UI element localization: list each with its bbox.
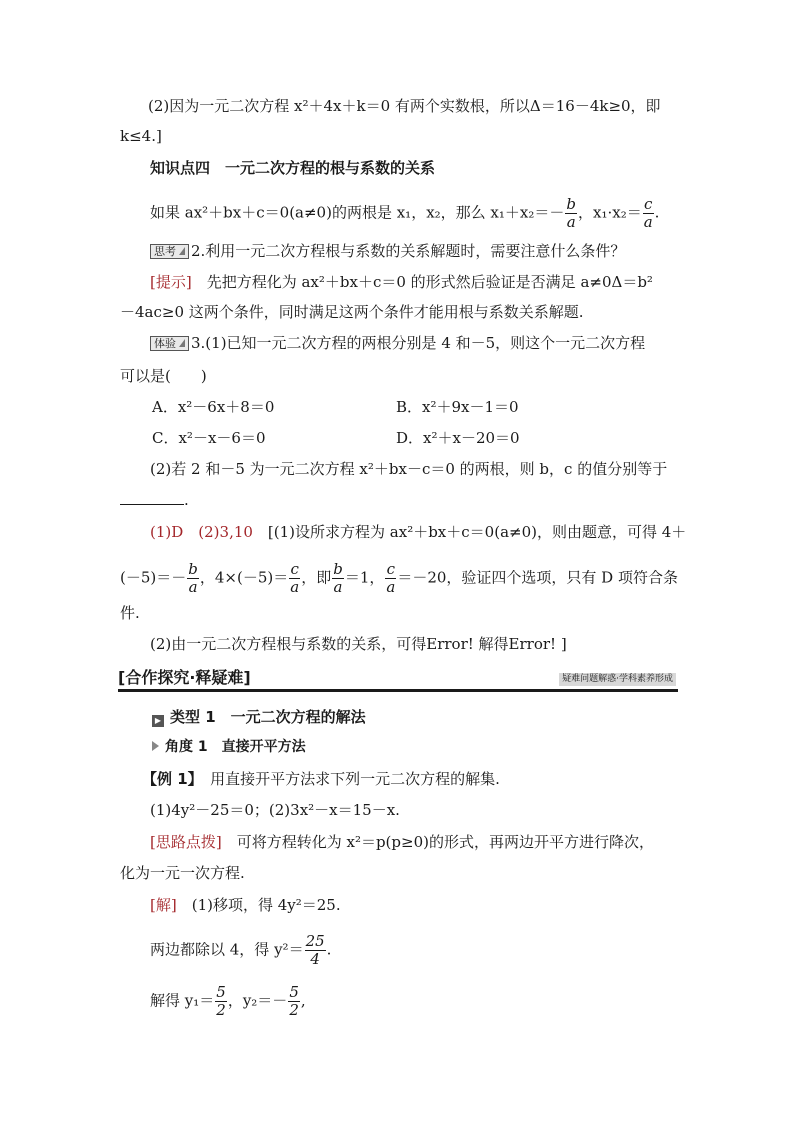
question-2-line-2: . (120, 490, 189, 510)
idea-line-1: [思路点拨] 可将方程转化为 x²＝p(p≥0)的形式，再两边开平方进行降次， (150, 833, 654, 851)
vieta-text: 如果 ax²＋bx＋c＝0(a≠0)的两根是 x₁，x₂，那么 x₁＋x₂＝－ (150, 203, 565, 222)
experience-tag: 体验 (150, 336, 189, 351)
vieta-formula: 如果 ax²＋bx＋c＝0(a≠0)的两根是 x₁，x₂，那么 x₁＋x₂＝－ $\frac{b}{a}$ ，x₁·x₂＝ $\frac{c}{a}$ . (150, 195, 660, 231)
option-d: D．x²＋x－20＝0 (396, 429, 520, 447)
section-subtitle: 疑难问题解惑·学科素养形成 (559, 673, 676, 686)
fraction-c-over-a: $\frac{c}{a}$ (290, 560, 300, 596)
think-tag: 思考 (150, 244, 189, 259)
option-b: B．x²＋9x－1＝0 (396, 398, 519, 416)
experience-line-2: 可以是( ) (120, 367, 207, 385)
hint-line-2: －4ac≥0 这两个条件，同时满足这两个条件才能用根与系数关系解题. (120, 303, 584, 321)
section-header (118, 665, 678, 692)
solution-line-1: [解] (1)移项，得 4y²＝25. (150, 896, 341, 914)
think-question (150, 241, 625, 261)
angle-1-heading: 角度 1 直接开平方法 (152, 737, 306, 757)
answer-key: (1)D (2)3,10 (150, 523, 253, 541)
think-text: 2.利用一元二次方程根与系数的关系解题时，需要注意什么条件？ (191, 242, 626, 260)
answer-line-4: (2)由一元二次方程根与系数的关系，可得Error! 解得Error! ] (150, 635, 567, 653)
answer-line-2: (－5)＝－ $\frac{b}{a}$ ，4×(－5)＝ $\frac{c}{a}$ ，即 $\frac{b}{a}$ ＝1， $\frac{c}{a}$ ＝－20，验证四个选项，只有 D 项符合条 (120, 560, 678, 596)
play-icon: ▶ (152, 715, 164, 727)
solution-line-2: 两边都除以 4，得 y²＝ $\frac{25}{4}$ . (150, 932, 332, 968)
answer-line-3: 件. (120, 604, 140, 622)
fraction-c-over-a: $\frac{c}{a}$ (386, 560, 396, 596)
vieta-text-2: ，x₁·x₂＝ (578, 203, 642, 222)
fraction-5-over-2: $\frac{5}{2}$ (216, 983, 226, 1019)
fraction-c-over-a: $\frac{c}{a}$ (643, 195, 653, 231)
hint-line-1 (150, 272, 653, 292)
line-2: k≤4.] (120, 127, 162, 145)
example-1 (142, 769, 500, 789)
hint-tag: [提示] (150, 273, 192, 291)
fraction-b-over-a: $\frac{b}{a}$ (566, 195, 576, 231)
answer-blank (120, 490, 184, 505)
experience-text: 3.(1)已知一元二次方程的两根分别是 4 和－5，则这个一元二次方程 (191, 334, 646, 352)
question-2-line-1: (2)若 2 和－5 为一元二次方程 x²＋bx－c＝0 的两根，则 b，c 的值分别等于 (150, 460, 668, 478)
option-c: C．x²－x－6＝0 (152, 429, 266, 447)
idea-tag: [思路点拨] (150, 833, 222, 851)
section-title: [合作探究·释疑难] (118, 668, 251, 687)
experience-question (150, 333, 645, 353)
fraction-25-over-4: $\frac{25}{4}$ (305, 932, 325, 968)
hint-text: 先把方程化为 ax²＋bx＋c＝0 的形式然后验证是否满足 a≠0Δ＝b² (191, 273, 653, 291)
fraction-5-over-2: $\frac{5}{2}$ (289, 983, 299, 1019)
answer-text: [(1)设所求方程为 ax²＋bx＋c＝0(a≠0)，则由题意，可得 4＋ (252, 523, 687, 541)
triangle-icon (152, 741, 159, 751)
example-text: 用直接开平方法求下列一元二次方程的解集. (195, 770, 500, 788)
fraction-b-over-a: $\frac{b}{a}$ (333, 560, 343, 596)
type-1-heading: ▶ 类型 1 一元二次方程的解法 (152, 707, 366, 727)
idea-line-2: 化为一元一次方程. (120, 864, 245, 882)
fraction-b-over-a: $\frac{b}{a}$ (188, 560, 198, 596)
answer-line-1 (150, 522, 686, 542)
option-a: A．x²－6x＋8＝0 (152, 398, 275, 416)
line-1: (2)因为一元二次方程 x²＋4x＋k＝0 有两个实数根，所以Δ＝16－4k≥0，即 (148, 97, 661, 115)
example-tag: 【例 1】 (142, 770, 196, 788)
solution-tag: [解] (150, 896, 177, 914)
solution-line-3: 解得 y₁＝ $\frac{5}{2}$ ，y₂＝－ $\frac{5}{2}$ , (150, 983, 306, 1019)
knowledge-point-heading: 知识点四 一元二次方程的根与系数的关系 (150, 159, 436, 177)
example-equations: (1)4y²－25＝0；(2)3x²－x＝15－x. (150, 801, 400, 819)
